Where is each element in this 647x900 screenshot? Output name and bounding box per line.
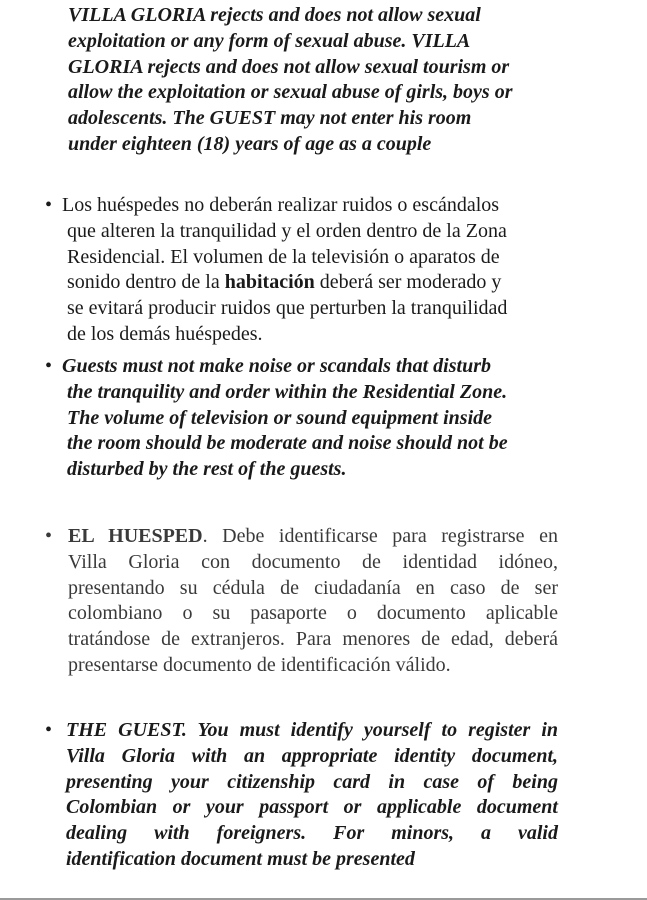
bullet-icon: • <box>45 525 53 547</box>
text-segment: sonido dentro de la <box>67 271 225 294</box>
guest-lead: EL HUESPED <box>68 525 203 547</box>
text-line: Villa Gloria con documento de identidad idóneo, <box>68 550 558 573</box>
guest-identification-en <box>66 718 558 873</box>
text-line: presentarse documento de identificación válido. <box>68 653 451 676</box>
text-line: Los huéspedes no deberán realizar ruidos o escándalos <box>62 194 500 216</box>
text-segment: deberá ser moderado y <box>314 271 502 294</box>
text-line: que alteren la tranquilidad y el orden dentro de la Zona <box>67 219 507 242</box>
text-line: The volume of television or sound equipment inside <box>67 406 493 429</box>
text-line: identification document must be presented <box>66 847 415 870</box>
text-line: presenting your citizenship card in case of being <box>66 770 558 793</box>
text-line: allow the exploitation or sexual abuse of girls, boys or <box>68 81 513 104</box>
bullet-icon: • <box>45 719 53 741</box>
text-segment: . Debe identificarse para registrarse en <box>202 525 558 547</box>
noise-rule-es <box>62 193 622 348</box>
bold-word: habitación <box>224 271 315 294</box>
text-line: se evitará producir ruidos que perturben la tranquilidad <box>67 297 508 320</box>
text-line: presentando su cédula de ciudadanía en caso de ser <box>68 576 558 599</box>
text-line: THE GUEST. You must identify yourself to register in <box>66 719 558 741</box>
text-line: colombiano o su pasaporte o documento aplicable <box>68 602 558 625</box>
text-line: VILLA GLORIA rejects and does not allow sexual <box>68 4 481 26</box>
text-line: the room should be moderate and noise should not be <box>67 432 508 455</box>
text-line <box>62 270 622 296</box>
text-line: adolescents. The GUEST may not enter his room <box>68 107 472 130</box>
bullet-icon: • <box>45 194 53 216</box>
text-line: exploitation or any form of sexual abuse. VILLA <box>68 29 471 52</box>
text-line: GLORIA rejects and does not allow sexual tourism or <box>68 55 510 78</box>
text-line: Guests must not make noise or scandals that disturb <box>62 355 491 377</box>
text-line: dealing with foreigners. For minors, a valid <box>66 822 558 845</box>
text-line: de los demás huéspedes. <box>67 322 263 345</box>
noise-rule-en <box>62 354 622 483</box>
text-line <box>68 524 558 550</box>
sexual-exploitation-policy-en <box>68 3 628 158</box>
guest-identification-es <box>68 524 558 679</box>
bullet-icon: • <box>45 355 53 377</box>
text-line: Colombian or your passport or applicable document <box>66 796 558 819</box>
text-line: disturbed by the rest of the guests. <box>67 458 347 481</box>
text-line: Villa Gloria with an appropriate identity document, <box>66 744 558 767</box>
text-line: under eighteen (18) years of age as a couple <box>68 132 432 155</box>
text-line: the tranquility and order within the Residential Zone. <box>67 380 508 403</box>
text-line: tratándose de extranjeros. Para menores de edad, deberá <box>68 628 558 651</box>
text-line: Residencial. El volumen de la televisión o aparatos de <box>67 245 500 268</box>
